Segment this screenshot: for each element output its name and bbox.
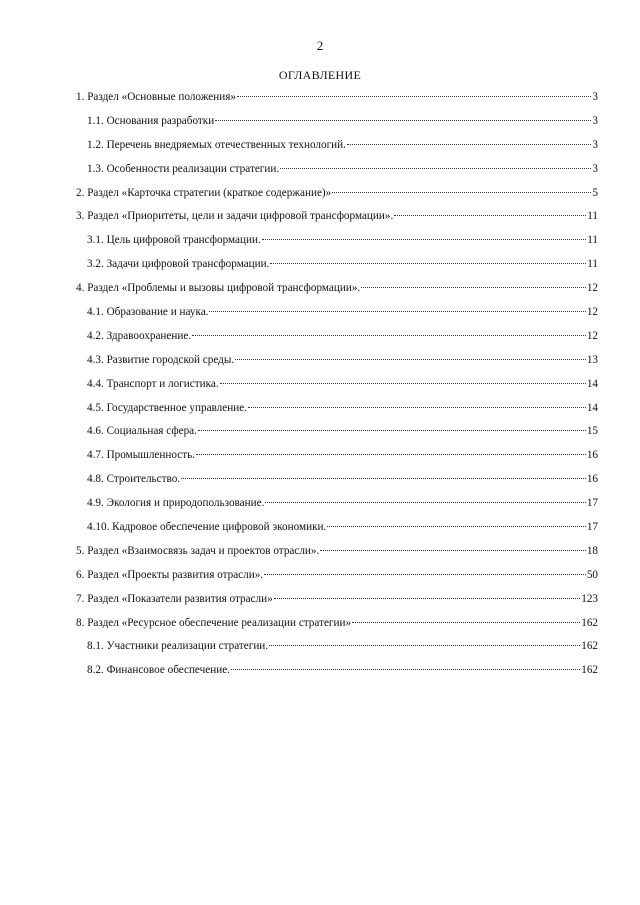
toc-entry-label: 7. Раздел «Показатели развития отрасли» [76,592,273,605]
toc-entry[interactable] [76,258,598,282]
toc-dot-leader [196,454,586,455]
toc-entry[interactable] [76,91,598,115]
toc-entry-page-number: 11 [587,234,598,247]
toc-entry-page-number: 13 [586,353,598,366]
page-number: 2 [316,38,324,53]
toc-entry-label: 8.2. Финансовое обеспечение. [87,664,230,677]
toc-entry-page-number: 12 [586,282,598,295]
toc-entry-label: 1.3. Особенности реализации стратегии. [87,162,280,175]
toc-entry-page-number: 12 [586,306,598,319]
toc-entry-label: 2. Раздел «Карточка стратегии (краткое содержание)» [76,186,332,199]
toc-entry-label: 4.6. Социальная сфера. [87,425,197,438]
toc-entry-page-number: 11 [587,210,598,223]
toc-entry-page-number: 16 [586,473,598,486]
toc-dot-leader [198,430,586,431]
toc-dot-leader [235,359,586,360]
toc-entry-label: 1.2. Перечень внедряемых отечественных технологий. [87,138,346,151]
toc-entry-label: 4.3. Развитие городской среды. [87,353,235,366]
toc-entry-page-number: 14 [586,377,598,390]
toc-entry-label: 4.7. Промышленность. [87,449,195,462]
toc-entry-page-number: 162 [581,664,598,677]
toc-entry-page-number: 123 [581,592,598,605]
toc-entry[interactable] [76,234,598,258]
table-of-contents [76,91,598,688]
toc-entry[interactable] [76,497,598,521]
toc-dot-leader [248,407,586,408]
toc-dot-leader [262,239,586,240]
toc-entry-page-number: 5 [592,186,598,199]
toc-dot-leader [320,550,586,551]
toc-entry[interactable] [76,378,598,402]
toc-entry-page-number: 12 [586,329,598,342]
table-of-contents-title: ОГЛАВЛЕНИЕ [278,68,362,82]
toc-dot-leader [274,598,581,599]
toc-dot-leader [237,96,591,97]
toc-dot-leader [220,383,586,384]
toc-entry[interactable] [76,163,598,187]
toc-entry[interactable] [76,521,598,545]
toc-entry-label: 1. Раздел «Основные положения» [76,91,236,103]
toc-entry-page-number: 11 [587,258,598,271]
toc-entry-page-number: 17 [586,521,598,534]
toc-entry-label: 3. Раздел «Приоритеты, цели и задачи цифровой трансформации». [76,210,394,223]
toc-entry[interactable] [76,569,598,593]
toc-entry-label: 4.8. Строительство. [87,473,181,486]
toc-entry[interactable] [76,210,598,234]
toc-dot-leader [394,215,586,216]
toc-entry[interactable] [76,187,598,211]
toc-entry[interactable] [76,425,598,449]
toc-entry-page-number: 3 [592,114,598,127]
toc-entry[interactable] [76,545,598,569]
toc-entry[interactable] [76,449,598,473]
toc-entry[interactable] [76,354,598,378]
toc-entry[interactable] [76,115,598,139]
toc-entry-label: 8. Раздел «Ресурсное обеспечение реализации стратегии» [76,616,352,629]
toc-entry[interactable] [76,593,598,617]
toc-entry-label: 4.4. Транспорт и логистика. [87,377,219,390]
toc-entry[interactable] [76,306,598,330]
toc-dot-leader [215,120,591,121]
toc-entry-page-number: 16 [586,449,598,462]
toc-entry[interactable] [76,640,598,664]
toc-entry-label: 4.5. Государственное управление. [87,401,247,414]
toc-entry[interactable] [76,664,598,688]
toc-entry-label: 4.10. Кадровое обеспечение цифровой экономики. [87,521,327,534]
toc-entry[interactable] [76,473,598,497]
toc-entry-label: 3.1. Цель цифровой трансформации. [87,234,261,247]
toc-entry-page-number: 14 [586,401,598,414]
toc-entry-label: 4.2. Здравоохранение. [87,329,192,342]
toc-entry-label: 1.1. Основания разработки [87,114,215,127]
toc-entry[interactable] [76,402,598,426]
toc-entry-page-number: 17 [586,497,598,510]
toc-entry[interactable] [76,330,598,354]
toc-entry-label: 4.1. Образование и наука. [87,306,209,319]
toc-dot-leader [181,478,586,479]
toc-entry-label: 3.2. Задачи цифровой трансформации. [87,258,270,271]
toc-dot-leader [361,287,586,288]
toc-entry-page-number: 3 [592,91,598,103]
toc-entry[interactable] [76,617,598,641]
toc-dot-leader [209,311,585,312]
toc-entry[interactable] [76,139,598,163]
toc-dot-leader [327,526,586,527]
toc-entry-page-number: 162 [581,616,598,629]
toc-dot-leader [265,502,585,503]
toc-entry-label: 4. Раздел «Проблемы и вызовы цифровой трансформации». [76,282,361,295]
toc-entry-label: 4.9. Экология и природопользование. [87,497,265,510]
toc-dot-leader [352,622,580,623]
toc-dot-leader [264,574,586,575]
toc-entry-label: 6. Раздел «Проекты развития отрасли». [76,568,264,581]
toc-entry-page-number: 162 [581,640,598,653]
toc-dot-leader [269,645,580,646]
toc-entry-label: 5. Раздел «Взаимосвязь задач и проектов отрасли». [76,544,320,557]
toc-dot-leader [231,669,580,670]
toc-entry-label: 8.1. Участники реализации стратегии. [87,640,269,653]
toc-dot-leader [347,144,591,145]
toc-entry-page-number: 15 [586,425,598,438]
toc-dot-leader [270,263,586,264]
toc-dot-leader [192,335,586,336]
toc-entry-page-number: 3 [592,162,598,175]
toc-entry-page-number: 50 [586,568,598,581]
toc-entry-page-number: 3 [592,138,598,151]
toc-dot-leader [332,192,591,193]
toc-dot-leader [280,168,591,169]
toc-entry-page-number: 18 [586,544,598,557]
toc-entry[interactable] [76,282,598,306]
